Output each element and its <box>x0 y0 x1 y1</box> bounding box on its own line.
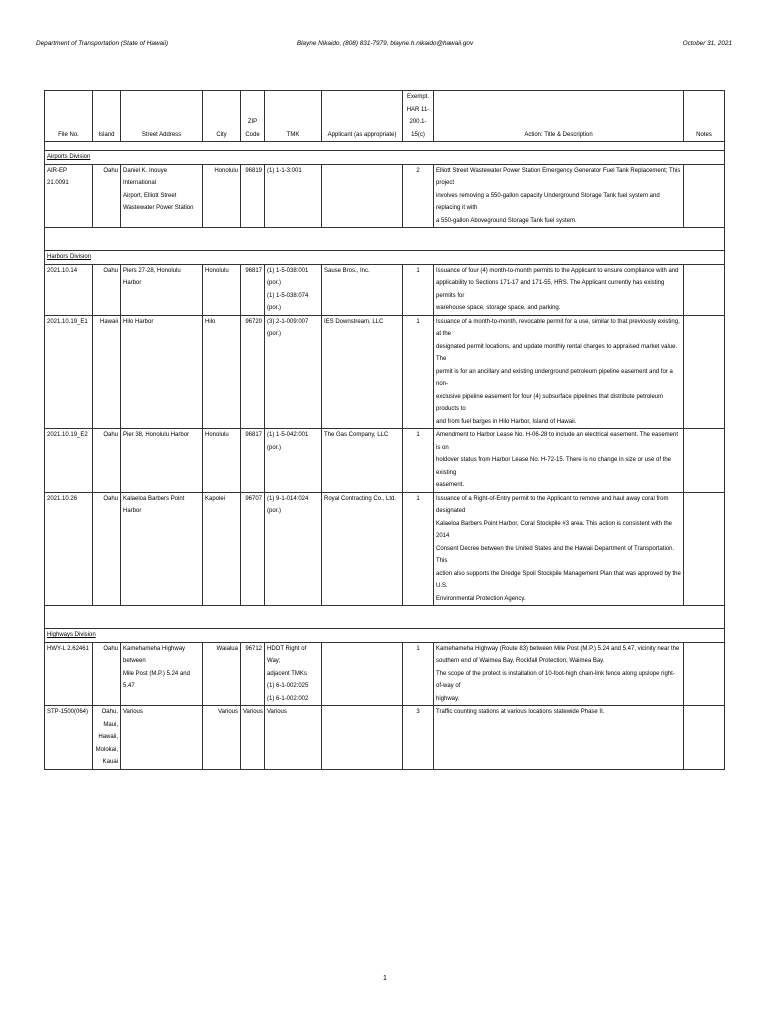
cell-street-address-line: Kalaeloa Barbers Point Harbor <box>123 495 185 514</box>
cell-action-line: action also supports the Dredge Spoil Stockpile Management Plan that was approved by the U.S. <box>436 570 681 589</box>
cell-street-address-line: Wastewater Power Station <box>123 205 194 211</box>
cell-zip <box>241 164 265 228</box>
cell-file-no-text: STP-1500(064) <box>47 709 89 715</box>
cell-tmk <box>265 706 322 770</box>
cell-action-line: Consent Decree between the United States and the Hawaii Department of Transportation. This <box>436 545 675 564</box>
cell-street-address <box>121 264 203 315</box>
cell-action-line: easement. <box>436 482 465 488</box>
cell-action-line: Elliott Street Wastewater Power Station Emergency Generator Fuel Tank Replacement; This project <box>436 167 681 186</box>
cell-island <box>93 264 121 315</box>
cell-zip-text: 96712 <box>245 645 262 652</box>
cell-applicant <box>322 264 403 315</box>
cell-island-line: Oahu <box>103 267 118 274</box>
cell-island <box>93 706 121 770</box>
cell-street-address <box>121 706 203 770</box>
cell-island <box>93 492 121 606</box>
section-spacer <box>45 228 725 251</box>
cell-tmk <box>265 642 322 706</box>
cell-zip-text: 96707 <box>245 495 262 502</box>
cell-zip <box>241 315 265 429</box>
cell-applicant <box>322 706 403 770</box>
section-spacer <box>45 142 725 151</box>
cell-city-text: Honolulu <box>214 167 238 174</box>
cell-action-line: Issuance of four (4) month-to-month permits to the Applicant to ensure compliance with and <box>436 267 679 274</box>
table-row <box>45 706 725 770</box>
table-row <box>45 429 725 493</box>
cell-exempt-text: 1 <box>416 432 420 438</box>
cell-exempt-text: 1 <box>416 495 420 502</box>
cell-applicant <box>322 429 403 493</box>
cell-exempt-text: 1 <box>416 645 420 652</box>
cell-action-line: Kalaeloa Barbers Point Harbor, Coral Stockpile #3 area. This action is consistent with the 2014 <box>436 520 673 539</box>
cell-city-text: Waialua <box>216 645 238 652</box>
cell-zip <box>241 429 265 493</box>
cell-action-line: applicability to Sections 171-17 and 171-55, HRS. The Applicant currently has existing permits for <box>436 280 665 299</box>
cell-action <box>434 492 684 606</box>
cell-tmk-line: (1) 6-1-002:025 <box>267 683 309 689</box>
cell-applicant <box>322 642 403 706</box>
cell-applicant <box>322 164 403 228</box>
table-row <box>45 492 725 606</box>
cell-island <box>93 315 121 429</box>
cell-notes <box>684 706 725 770</box>
section-label: Airports Division <box>47 154 91 160</box>
cell-street-address-line: Mile Post (M.P.) 5.24 and 5.47 <box>123 670 190 689</box>
col-applicant: Applicant (as appropriate) <box>322 91 403 142</box>
cell-applicant-text: Sause Bros., Inc. <box>324 267 370 274</box>
cell-file-no-text: 2021.10.14 <box>47 267 78 274</box>
cell-island-line: Oahu <box>103 432 118 438</box>
page-number: 1 <box>383 975 387 982</box>
cell-street-address-line: Pier 38, Honolulu Harbor <box>123 432 190 438</box>
col-notes: Notes <box>684 91 725 142</box>
cell-street-address-line: Piers 27-28, Honolulu Harbor <box>123 267 181 286</box>
table-row <box>45 164 725 228</box>
cell-action-line: The scope of the protect is installation of 10-foot-high chain-link fence along upslope right-of-way of <box>436 670 675 689</box>
cell-city <box>203 492 241 606</box>
cell-action-line: permit is for an ancillary and existing underground petroleum pipeline easement and for a non- <box>436 368 673 387</box>
col-exempt: Exempt. HAR 11- 200.1-15(c) <box>403 91 434 142</box>
table-row <box>45 315 725 429</box>
cell-action-line: Kamehameha Highway (Route 83) between Mile Post (M.P.) 5.24 and 5.47, vicinity near the <box>436 645 680 652</box>
cell-exempt <box>403 706 434 770</box>
cell-exempt-text: 3 <box>416 709 420 715</box>
cell-zip-text: 96720 <box>245 318 262 325</box>
cell-city-text: Various <box>218 709 238 715</box>
cell-action <box>434 315 684 429</box>
cell-action-line: Issuance of a month-to-month, revocable permit for a use, similar to that previously existing, at the <box>436 318 680 337</box>
cell-file-no-text: 2021.10.19_E1 <box>47 318 88 325</box>
exemption-table <box>44 90 725 770</box>
header-department: Department of Transportation (State of Hawaii) <box>36 40 169 47</box>
cell-tmk <box>265 492 322 606</box>
cell-zip <box>241 492 265 606</box>
cell-city <box>203 315 241 429</box>
cell-notes <box>684 315 725 429</box>
cell-action-line: exclusive pipeline easement for four (4) subsurface pipelines that distribute petroleum products to <box>436 393 664 412</box>
cell-tmk-line: (1) 9-1-014:024 (por.) <box>267 495 309 514</box>
cell-exempt <box>403 164 434 228</box>
cell-file-no <box>45 706 93 770</box>
cell-action-line: Amendment to Harbor Lease No. H-06-28 to include an electrical easement. The easement is on <box>436 432 679 451</box>
cell-notes <box>684 492 725 606</box>
section-header-airports <box>45 151 725 165</box>
cell-action <box>434 164 684 228</box>
cell-island-line: Oahu, <box>101 709 118 715</box>
col-street-address: Street Address <box>121 91 203 142</box>
cell-action <box>434 429 684 493</box>
cell-action-line: a 550-gallon Aboveground Storage Tank fuel system. <box>436 217 577 224</box>
section-label: Harbors Division <box>47 254 92 260</box>
cell-street-address-line: Kamehameha Highway between <box>123 645 186 664</box>
cell-zip-text: Various <box>243 709 263 715</box>
cell-file-no <box>45 492 93 606</box>
cell-exempt <box>403 642 434 706</box>
cell-city-text: Honolulu <box>205 432 229 438</box>
cell-island-line: Hawaii, <box>98 734 118 740</box>
cell-island-line: Oahu <box>103 645 118 652</box>
cell-street-address-line: Various <box>123 709 143 715</box>
cell-action-line: Environmental Protection Agency. <box>436 595 526 602</box>
column-header-row <box>45 91 725 142</box>
cell-notes <box>684 642 725 706</box>
col-file-no: File No. <box>45 91 93 142</box>
header-date: October 31, 2021 <box>682 40 732 47</box>
cell-island-line: Hawaii <box>99 318 118 325</box>
cell-city-text: Honolulu <box>205 267 229 274</box>
cell-tmk-line: (1) 1-1-3:001 <box>267 167 302 174</box>
cell-city <box>203 164 241 228</box>
cell-island <box>93 429 121 493</box>
cell-file-no-text: 2021.10.26 <box>47 495 78 502</box>
cell-applicant <box>322 315 403 429</box>
header-contact: Blayne Nikaido, (808) 831-7979, blayne.h.nikaido@hawaii.gov <box>296 40 474 47</box>
cell-city <box>203 642 241 706</box>
cell-tmk-line: (1) 1-5-042:001 (por.) <box>267 432 309 451</box>
cell-zip-text: 96817 <box>245 267 262 274</box>
cell-notes <box>684 264 725 315</box>
col-tmk: TMK <box>265 91 322 142</box>
cell-file-no <box>45 642 93 706</box>
cell-action <box>434 706 684 770</box>
col-island: Island <box>93 91 121 142</box>
cell-tmk-line: adjacent TMKs <box>267 670 307 677</box>
cell-street-address <box>121 164 203 228</box>
cell-tmk-line: (1) 6-1-002:002 <box>267 695 309 702</box>
cell-exempt <box>403 429 434 493</box>
cell-tmk-line: (1) 1-5-038:074 (por.) <box>267 292 309 311</box>
cell-tmk <box>265 164 322 228</box>
cell-island-line: Molokai, <box>95 746 118 753</box>
cell-tmk-line: HDOT Right of Way; <box>267 645 307 664</box>
cell-action-line: Issuance of a Right-of-Entry permit to the Applicant to remove and haul away coral from designated <box>436 495 669 514</box>
cell-city-text: Kapolei <box>205 495 226 502</box>
cell-file-no-text: AIR-EP 21.0091 <box>47 167 69 186</box>
cell-island-line: Maui, <box>103 721 118 728</box>
cell-action-line: Traffic counting stations at various locations statewide Phase II. <box>436 709 605 715</box>
cell-street-address-line: Daniel K. Inouye International <box>123 167 168 186</box>
cell-action-line: involves removing a 550-gallon capacity Underground Storage Tank fuel system and replacing it with <box>436 192 660 211</box>
cell-file-no-text: 2021.10.19_E2 <box>47 432 88 438</box>
cell-street-address <box>121 429 203 493</box>
cell-applicant-text: The Gas Company, LLC <box>324 432 389 438</box>
cell-street-address <box>121 642 203 706</box>
cell-tmk <box>265 429 322 493</box>
section-header-harbors <box>45 251 725 265</box>
table-row <box>45 642 725 706</box>
cell-action <box>434 264 684 315</box>
cell-notes <box>684 429 725 493</box>
cell-city <box>203 706 241 770</box>
cell-exempt <box>403 264 434 315</box>
cell-tmk-line: (3) 2-1-009:007 (por.) <box>267 318 309 337</box>
cell-city-text: Hilo <box>205 318 216 325</box>
col-action: Action: Title & Description <box>434 91 684 142</box>
cell-file-no <box>45 429 93 493</box>
cell-island <box>93 642 121 706</box>
cell-zip <box>241 706 265 770</box>
cell-notes <box>684 164 725 228</box>
cell-street-address <box>121 492 203 606</box>
cell-file-no <box>45 164 93 228</box>
cell-file-no-text: HWY-L 2.62461 <box>47 645 89 652</box>
cell-action-line: designated permit locations, and update monthly rental charges to appraised market value. The <box>436 343 678 362</box>
cell-action-line: and from fuel barges in Hilo Harbor, Island of Hawaii. <box>436 418 577 425</box>
cell-exempt <box>403 315 434 429</box>
cell-city <box>203 429 241 493</box>
col-city: City <box>203 91 241 142</box>
cell-zip <box>241 264 265 315</box>
cell-action-line: warehouse space, storage space, and parking. <box>436 305 561 311</box>
cell-tmk-line: (1) 1-5-038:001 (por.) <box>267 267 309 286</box>
cell-island-line: Oahu <box>103 167 118 174</box>
col-zip: ZIP Code <box>241 91 265 142</box>
cell-tmk-line: Various <box>267 709 287 715</box>
cell-street-address-line: Hilo Harbor <box>123 318 154 325</box>
cell-exempt-text: 2 <box>416 167 420 174</box>
cell-tmk <box>265 264 322 315</box>
cell-zip <box>241 642 265 706</box>
cell-applicant-text: Royal Contracting Co., Ltd. <box>324 495 397 502</box>
cell-exempt-text: 1 <box>416 318 420 325</box>
cell-island-line: Kauai <box>102 759 118 765</box>
cell-island-line: Oahu <box>103 495 118 502</box>
cell-exempt-text: 1 <box>416 267 420 274</box>
cell-file-no <box>45 315 93 429</box>
section-spacer <box>45 606 725 629</box>
cell-applicant-text: IES Downstream, LLC <box>324 318 384 325</box>
cell-action-line: highway. <box>436 695 460 702</box>
cell-exempt <box>403 492 434 606</box>
cell-street-address-line: Airport, Elliott Street <box>123 192 177 199</box>
cell-zip-text: 96819 <box>245 167 262 174</box>
cell-action <box>434 642 684 706</box>
cell-city <box>203 264 241 315</box>
cell-street-address <box>121 315 203 429</box>
cell-island <box>93 164 121 228</box>
cell-action-line: southern end of Waimea Bay, Rockfall Protection, Waimea Bay. <box>436 658 605 664</box>
cell-zip-text: 96817 <box>245 432 262 438</box>
table-row <box>45 264 725 315</box>
section-header-highways <box>45 629 725 643</box>
section-label: Highways Division <box>47 632 96 638</box>
cell-file-no <box>45 264 93 315</box>
cell-action-line: holdover status from Harbor Lease No. H-72-15. There is no change in size or use of the existing <box>436 457 672 476</box>
cell-applicant <box>322 492 403 606</box>
cell-tmk <box>265 315 322 429</box>
